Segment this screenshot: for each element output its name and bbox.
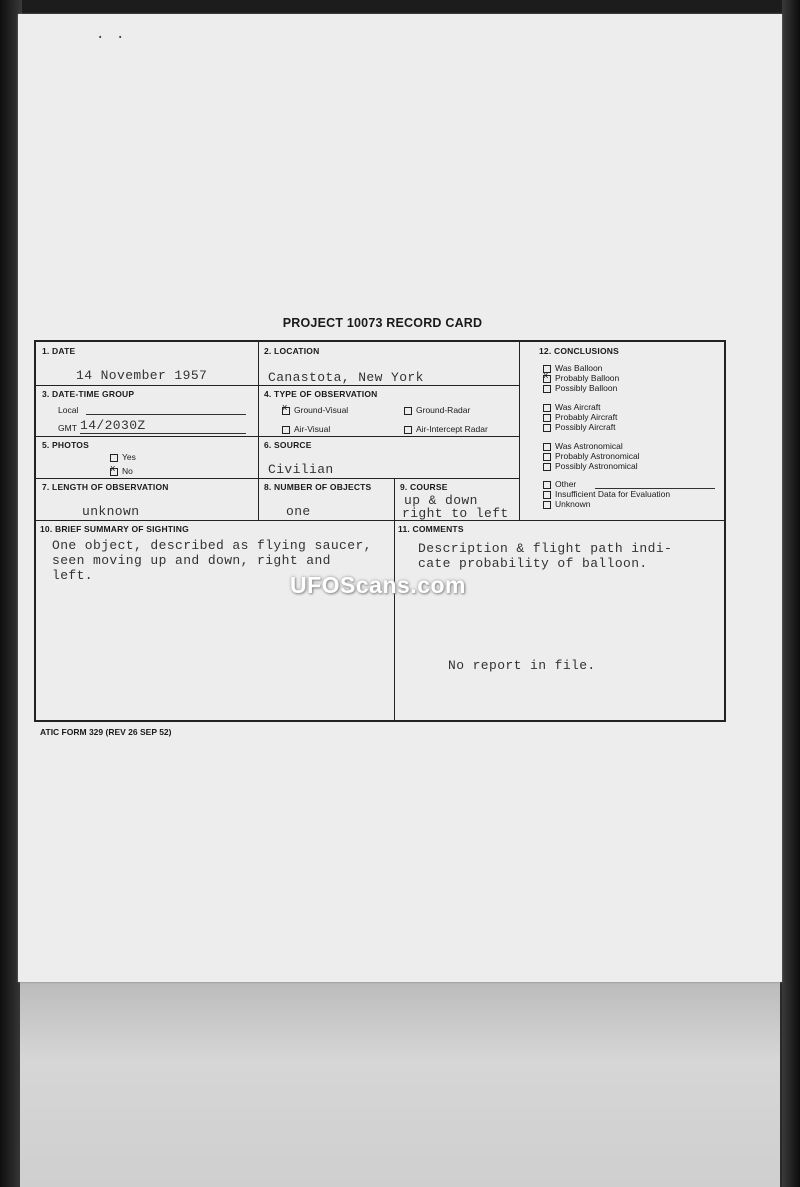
conclusion-item	[543, 412, 617, 422]
air-intercept-radar-option	[404, 424, 488, 434]
scan-speck: ·	[116, 30, 125, 46]
summary-line-3: left.	[52, 568, 94, 583]
conclusion-item	[543, 499, 590, 509]
summary-label: 10. BRIEF SUMMARY OF SIGHTING	[40, 524, 189, 534]
date-label: 1. DATE	[42, 346, 76, 356]
conclusion-item-checked	[543, 373, 619, 383]
course-label: 9. COURSE	[400, 482, 448, 492]
air-visual-text: Air-Visual	[294, 424, 331, 434]
checkbox-icon	[404, 407, 412, 415]
summary-line-1: One object, described as flying saucer,	[52, 538, 372, 553]
conclusion-item	[543, 441, 623, 451]
gmt-underline	[80, 433, 246, 434]
checkbox-icon	[404, 426, 412, 434]
number-of-objects-label: 8. NUMBER OF OBJECTS	[264, 482, 372, 492]
checkbox-icon	[543, 491, 551, 499]
watermark: UFOScans.com	[290, 572, 466, 598]
course-line-1: up & down	[404, 493, 478, 508]
conclusion-text: Probably Aircraft	[555, 412, 618, 422]
ground-radar-option	[404, 405, 470, 415]
date-value: 14 November 1957	[76, 368, 208, 383]
checkbox-checked-icon	[282, 407, 290, 415]
source-label: 6. SOURCE	[264, 440, 312, 450]
date-time-group-label: 3. DATE-TIME GROUP	[42, 389, 135, 399]
checkbox-icon	[543, 414, 551, 422]
card-title: PROJECT 10073 RECORD CARD	[282, 316, 483, 330]
divider	[394, 478, 395, 520]
source-value: Civilian	[268, 462, 334, 477]
checkbox-icon	[543, 501, 551, 509]
conclusion-text: Was Aircraft	[555, 402, 601, 412]
checkbox-icon	[282, 426, 290, 434]
conclusion-text: Was Balloon	[555, 363, 603, 373]
conclusion-item	[543, 489, 670, 499]
local-underline	[86, 414, 246, 415]
divider	[36, 478, 519, 479]
conclusion-item	[543, 402, 601, 412]
conclusion-text: Probably Balloon	[555, 373, 620, 383]
lower-sheet	[20, 975, 780, 1187]
conclusion-text: Unknown	[555, 499, 591, 509]
divider	[36, 436, 519, 437]
checkbox-icon	[543, 463, 551, 471]
scan-background-right	[782, 0, 800, 1187]
local-label: Local	[58, 405, 79, 415]
conclusion-item	[543, 363, 602, 373]
checkbox-icon	[543, 385, 551, 393]
location-value: Canastota, New York	[268, 370, 424, 385]
divider	[394, 520, 395, 722]
conclusion-text: Possibly Astronomical	[555, 461, 638, 471]
conclusion-text: Possibly Aircraft	[555, 422, 616, 432]
air-intercept-radar-text: Air-Intercept Radar	[416, 424, 488, 434]
type-of-observation-label: 4. TYPE OF OBSERVATION	[264, 389, 378, 399]
divider	[36, 520, 724, 521]
gmt-value: 14/2030Z	[80, 418, 146, 433]
conclusion-text: Possibly Balloon	[555, 383, 618, 393]
checkbox-icon	[543, 443, 551, 451]
divider	[519, 342, 520, 520]
conclusion-item	[543, 422, 615, 432]
number-of-objects-value: one	[286, 504, 311, 519]
conclusion-item	[543, 461, 638, 471]
comments-line-1: Description & flight path indi-	[418, 541, 673, 556]
air-visual-option	[282, 424, 330, 434]
photos-no-text: No	[122, 466, 133, 476]
checkbox-icon	[110, 454, 118, 462]
checkbox-icon	[543, 453, 551, 461]
ground-radar-text: Ground-Radar	[416, 405, 471, 415]
photos-label: 5. PHOTOS	[42, 440, 89, 450]
ground-visual-option	[282, 405, 348, 415]
conclusions-label: 12. CONCLUSIONS	[539, 346, 619, 356]
conclusions-panel	[535, 342, 723, 518]
checkbox-icon	[543, 481, 551, 489]
scan-speck: ·	[96, 30, 105, 46]
photos-yes-text: Yes	[122, 452, 136, 462]
summary-line-2: seen moving up and down, right and	[52, 553, 331, 568]
conclusion-item	[543, 383, 617, 393]
length-of-observation-label: 7. LENGTH OF OBSERVATION	[42, 482, 169, 492]
course-line-2: right to left	[402, 506, 509, 521]
comments-line-2: cate probability of balloon.	[418, 556, 648, 571]
conclusion-text: Probably Astronomical	[555, 451, 640, 461]
length-of-observation-value: unknown	[82, 504, 140, 519]
conclusion-text: Insufficient Data for Evaluation	[555, 489, 671, 499]
divider	[258, 342, 259, 520]
photos-no-option	[110, 466, 133, 476]
conclusion-text: Other	[555, 479, 577, 489]
divider	[36, 385, 519, 386]
gmt-label: GMT	[58, 423, 77, 433]
conclusion-text: Was Astronomical	[555, 441, 623, 451]
checkbox-checked-icon	[110, 468, 118, 476]
form-id: ATIC FORM 329 (REV 26 SEP 52)	[40, 727, 172, 737]
ground-visual-text: Ground-Visual	[294, 405, 349, 415]
checkbox-checked-icon	[543, 375, 551, 383]
conclusion-item	[543, 451, 640, 461]
checkbox-icon	[543, 404, 551, 412]
conclusion-item	[543, 479, 576, 489]
checkbox-icon	[543, 424, 551, 432]
comments-note: No report in file.	[448, 658, 596, 673]
comments-label: 11. COMMENTS	[398, 524, 464, 534]
photos-yes-option	[110, 452, 136, 462]
location-label: 2. LOCATION	[264, 346, 320, 356]
